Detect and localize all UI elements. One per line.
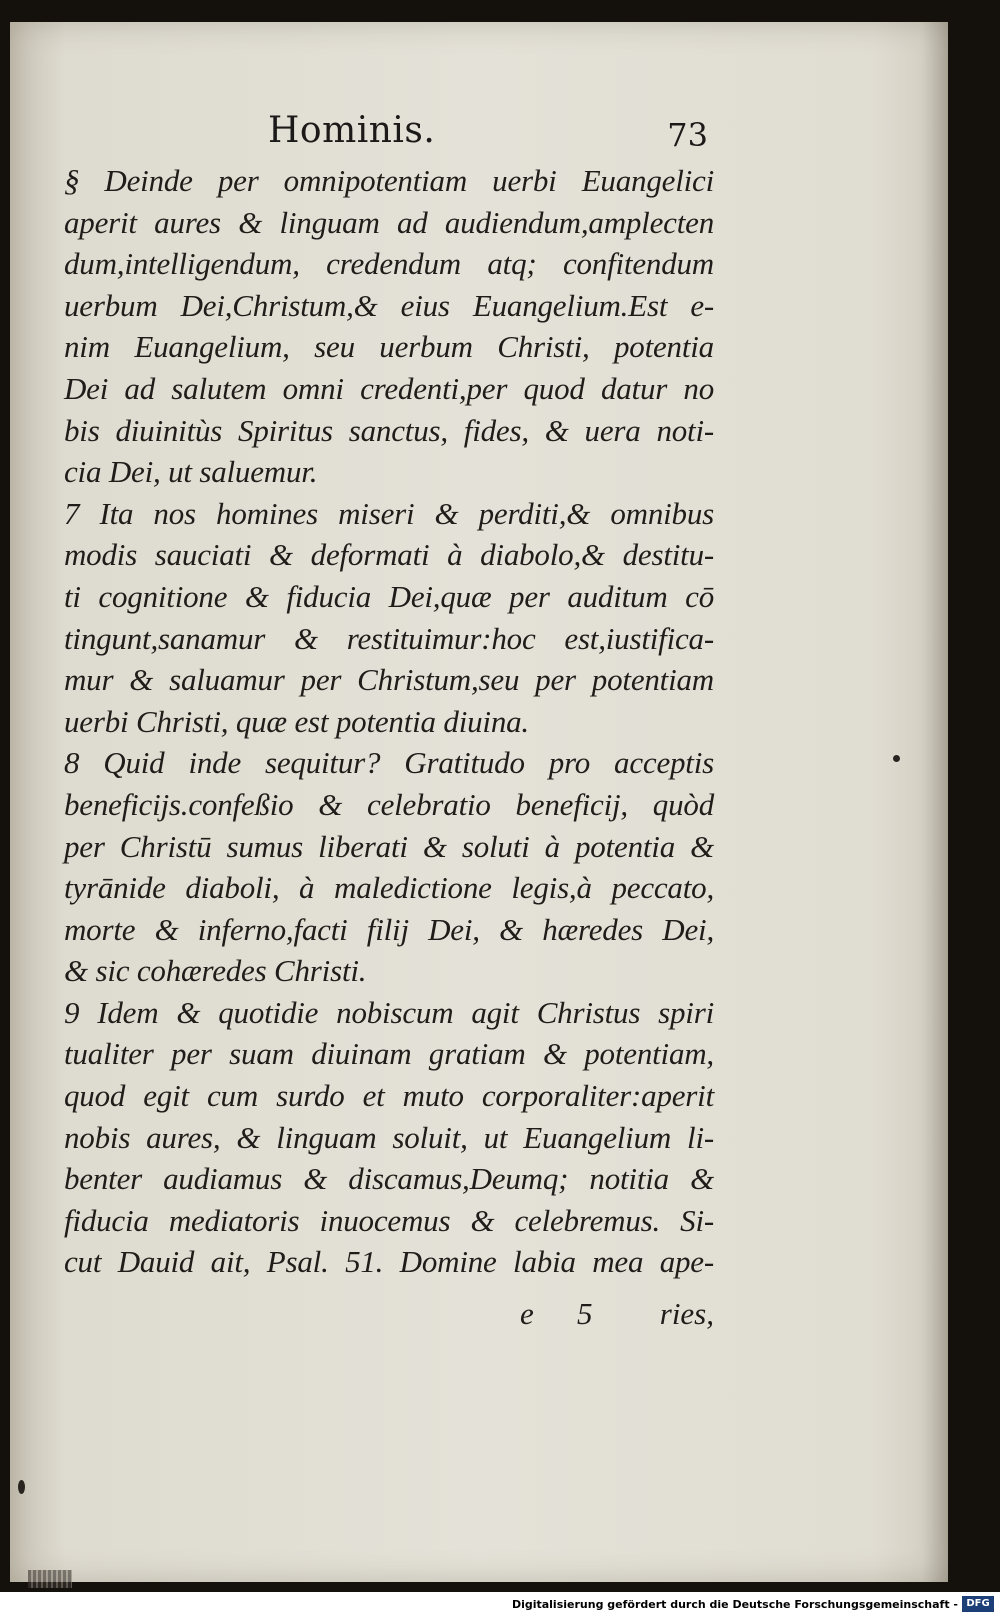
text-line: fiducia mediatoris inuocemus & celebremus. Si- (64, 1202, 714, 1238)
text-line: mur & saluamur per Christum,seu per potentiam (64, 662, 714, 698)
text-line: beneficijs.confeßio & celebratio beneficij, quòd (64, 786, 714, 822)
text-line: nim Euangelium, seu uerbum Christi, potentia (64, 329, 714, 365)
page-number: 73 (667, 116, 708, 154)
ink-speck (893, 755, 900, 762)
text-line: & sic cohæredes Christi. (64, 953, 367, 989)
text-line: 8 Quid inde sequitur? Gratitudo pro acceptis (64, 745, 714, 781)
dfg-logo-icon[interactable]: DFG (962, 1596, 994, 1612)
page-header (268, 110, 708, 162)
text-line: ti cognitione & fiducia Dei,quæ per auditum cō (64, 578, 714, 614)
text-line: modis sauciati & deformati à diabolo,& destitu- (64, 537, 714, 573)
text-line: morte & inferno,facti filij Dei, & hæredes Dei, (64, 911, 714, 947)
text-line: per Christū sumus liberati & soluti à potentia & (64, 828, 714, 864)
text-line: tyrānide diaboli, à maledictione legis,à peccato, (64, 870, 714, 906)
text-line: § Deinde per omnipotentiam uerbi Euangelici (64, 163, 714, 198)
text-line: benter audiamus & discamus,Deumq; notitia & (64, 1161, 714, 1197)
catchword: ries, (659, 1296, 714, 1331)
library-mark (28, 1570, 72, 1588)
text-line: cia Dei, ut saluemur. (64, 454, 318, 490)
page-edge-shadow (922, 22, 948, 1582)
text-line: tualiter per suam diuinam gratiam & potentiam, (64, 1036, 714, 1072)
running-head: Hominis. (268, 110, 436, 151)
text-line: 7 Ita nos homines miseri & perditi,& omnibus (64, 495, 714, 531)
signature-number: 5 (577, 1296, 593, 1331)
ink-speck (18, 1480, 25, 1494)
text-line: aperit aures & linguam ad audiendum,amplecten (64, 204, 714, 240)
text-line: Dei ad salutem omni credenti,per quod datur no (64, 370, 714, 406)
signature-mark: e (520, 1296, 534, 1331)
text-line: nobis aures, & linguam soluit, ut Euangelium li- (64, 1119, 714, 1155)
text-line: uerbum Dei,Christum,& eius Euangelium.Est e- (64, 287, 714, 323)
text-line: quod egit cum surdo et muto corporaliter:aperit (64, 1078, 714, 1114)
text-line: dum,intelligendum, credendum atq; confitendum (64, 246, 714, 282)
funding-credit: Digitalisierung gefördert durch die Deutsche Forschungsgemeinschaft - (511, 1598, 958, 1611)
text-line: tingunt,sanamur & restituimur:hoc est,iustifica- (64, 620, 714, 656)
body-text (64, 160, 714, 1283)
text-line: cut Dauid ait, Psal. 51. Domine labia mea ape- (64, 1244, 714, 1280)
text-line: uerbi Christi, quæ est potentia diuina. (64, 703, 529, 739)
digitization-footer (0, 1592, 1000, 1620)
text-line: 9 Idem & quotidie nobiscum agit Christus spiri (64, 994, 714, 1030)
text-line: bis diuinitùs Spiritus sanctus, fides, & uera noti- (64, 412, 714, 448)
